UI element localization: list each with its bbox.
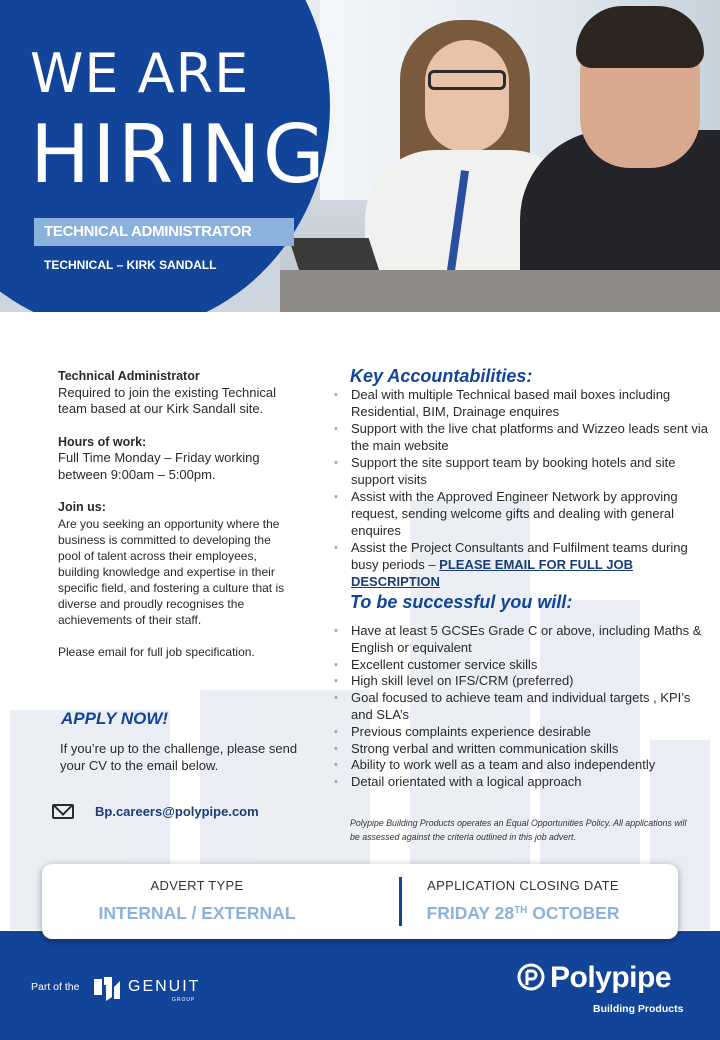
closing-date-label: APPLICATION CLOSING DATE — [427, 878, 619, 893]
photo-desk — [280, 270, 720, 312]
apply-text: If you’re up to the challenge, please send your CV to the email below. — [60, 741, 298, 773]
advert-type-label: ADVERT TYPE — [150, 878, 244, 893]
accountabilities-title: Key Accountabilities: — [350, 366, 533, 386]
closing-date-value: FRIDAY 28TH OCTOBER — [426, 903, 620, 923]
advert-type-value: INTERNAL / EXTERNAL — [98, 903, 296, 923]
intro-heading: Technical Administrator — [58, 369, 200, 383]
join-text: Are you seeking an opportunity where the business is committed to developing the pool of talent across their employees, building knowledge and expertise in their specific field, and fostering a culture that is diverse and proudly recognises the achievements of their staff. — [58, 516, 285, 627]
equal-opportunities-note: Polypipe Building Products operates an Equal Opportunities Policy. All applications will be assessed against the criteria outlined in this job advert. — [350, 818, 687, 842]
list-item: • Support with the live chat platforms and Wizzeo leads sent via the main website — [332, 421, 710, 455]
list-item: • Excellent customer service skills — [332, 657, 710, 674]
list-item-text: Assist the Project Consultants and Fulfilment teams during busy periods – — [351, 540, 688, 572]
photo-man-hair — [576, 6, 704, 68]
hero-banner — [0, 0, 720, 312]
advert-type-column — [42, 864, 352, 924]
intro-text: Required to join the existing Technical team based at our Kirk Sandall site. — [58, 384, 277, 416]
list-item: • Assist with the Approved Engineer Network by approving request, sending welcome gifts and dealing with general enquires — [332, 489, 710, 539]
success-list — [332, 623, 710, 791]
hero-photo — [280, 0, 720, 312]
right-column — [332, 365, 710, 791]
genuit-logo-text: GENUIT — [128, 978, 201, 995]
job-location: TECHNICAL – KIRK SANDALL — [44, 258, 217, 272]
list-item — [332, 540, 710, 590]
success-title: To be successful you will: — [350, 592, 573, 613]
photo-woman-face — [425, 40, 509, 152]
photo-woman-glasses — [428, 70, 506, 90]
spec-text: Please email for full job specification. — [58, 644, 255, 659]
list-item: • Have at least 5 GCSEs Grade C or above, including Maths & English or equivalent — [332, 623, 710, 657]
closing-date-column — [368, 864, 678, 924]
list-item: • Ability to work well as a team and also independently — [332, 757, 710, 774]
hero-title-line1: WE ARE — [30, 42, 250, 105]
list-item: • Deal with multiple Technical based mail boxes including Residential, BIM, Drainage enquires — [332, 387, 710, 421]
polypipe-logo-subtext: Building Products — [593, 1003, 684, 1015]
polypipe-logo-icon — [517, 963, 545, 991]
list-item: • Strong verbal and written communication skills — [332, 741, 710, 758]
advert-info-box — [42, 864, 678, 939]
join-heading: Join us: — [58, 500, 106, 514]
genuit-logo-icon — [92, 975, 122, 1001]
footer — [0, 931, 720, 1040]
job-title-bar: TECHNICAL ADMINISTRATOR — [34, 218, 294, 246]
left-column — [58, 368, 288, 660]
part-of-text: Part of the — [31, 981, 80, 993]
envelope-icon — [52, 804, 74, 819]
hours-text: Full Time Monday – Friday working between 9:00am – 5:00pm. — [58, 450, 260, 482]
list-item: • Previous complaints experience desirable — [332, 724, 710, 741]
accountabilities-list — [332, 387, 710, 591]
hours-heading: Hours of work: — [58, 434, 147, 449]
list-item: • Goal focused to achieve team and individual targets , KPI’s and SLA’s — [332, 690, 710, 724]
genuit-logo-subtext: GROUP — [172, 997, 196, 1003]
hero-title-line2: HIRING — [30, 108, 327, 201]
polypipe-logo-text: Polypipe — [550, 961, 672, 994]
list-item: • Detail orientated with a logical approach — [332, 774, 710, 791]
careers-email-link[interactable]: Bp.careers@polypipe.com — [95, 804, 259, 819]
full-job-description-link[interactable]: PLEASE EMAIL FOR FULL JOB DESCRIPTION — [351, 556, 633, 589]
email-row — [52, 802, 302, 826]
list-item: • Support the site support team by booking hotels and site support visits — [332, 455, 710, 489]
list-item: • High skill level on IFS/CRM (preferred) — [332, 673, 710, 690]
apply-now-heading: APPLY NOW! — [61, 709, 169, 728]
